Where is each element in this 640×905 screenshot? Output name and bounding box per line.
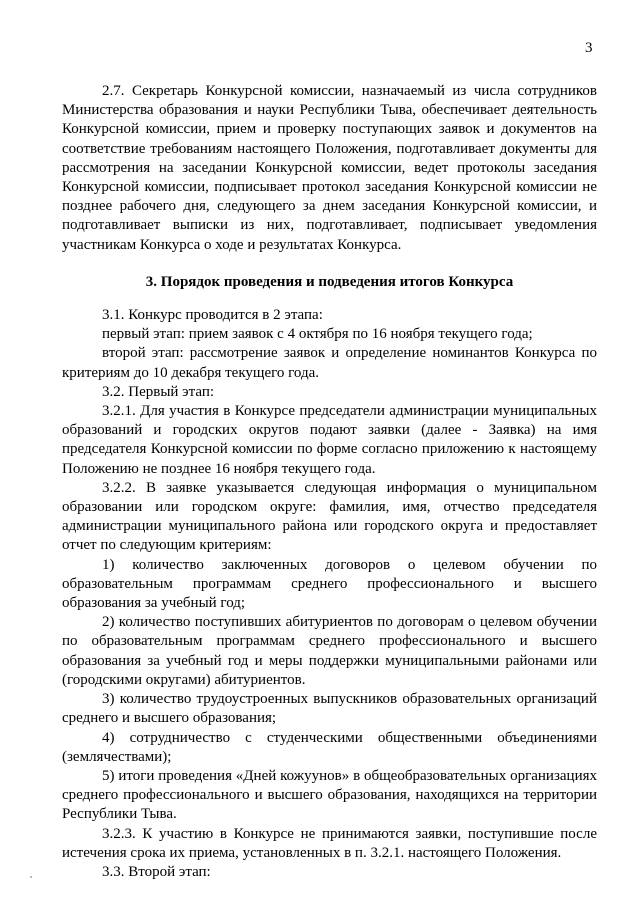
criterion-5: 5) итоги проведения «Дней кожуунов» в общеобразовательных организациях среднего профессионального и высшего образования, находящихся на территории Республики Тыва. <box>62 767 597 823</box>
scan-speck <box>30 876 32 878</box>
paragraph-3-2: 3.2. Первый этап: <box>102 383 215 400</box>
paragraph-3-2-2: 3.2.2. В заявке указывается следующая информация о муниципальном образовании или городском округе: фамилия, имя, отчество председателя администрации муниципального района или городского округа и предоставляет отчет по следующим критериям: <box>62 479 597 554</box>
paragraph-3-1: 3.1. Конкурс проводится в 2 этапа: <box>102 307 323 324</box>
document-body <box>62 82 597 882</box>
section-heading-3: 3. Порядок проведения и подведения итогов Конкурса <box>145 273 514 290</box>
paragraph-3-2-3: 3.2.3. К участию в Конкурсе не принимаются заявки, поступившие после истечения срока их приема, установленных в п. 3.2.1. настоящего Положения. <box>62 825 597 861</box>
paragraph-second-stage: второй этап: рассмотрение заявок и определение номинантов Конкурса по критериям до 10 декабря текущего года. <box>62 345 597 381</box>
paragraph-first-stage: первый этап: прием заявок с 4 октября по 16 ноября текущего года; <box>102 326 533 343</box>
paragraph-3-2-1: 3.2.1. Для участия в Конкурсе председатели администрации муниципальных образований и городских округов подают заявки (далее - Заявка) на имя председателя Конкурсной комиссии по форме согласно приложению к настоящему Положению не позднее 16 ноября текущего года. <box>62 403 597 477</box>
paragraph-2-7: 2.7. Секретарь Конкурсной комиссии, назначаемый из числа сотрудников Министерства образования и науки Республики Тыва, обеспечивает деятельность Конкурсной комиссии, прием и проверку поступающих заявок и документов на соответствие требованиям настоящего Положения, подготавливает документы для рассмотрения на заседании Конкурсной комиссии, ведет протоколы заседания Конкурсной комиссии, подписывает протокол заседания Конкурсной комиссии не позднее рабочего дня, следующего за днем заседания Конкурсной комиссии, и подготавливает выписки из них, подготавливает, подписывает уведомления участникам Конкурса о ходе и результатах Конкурса. <box>62 83 597 253</box>
criterion-1: 1) количество заключенных договоров о целевом обучении по образовательным программам среднего профессионального и высшего образования за учебный год; <box>62 556 597 612</box>
page-number: 3 <box>585 40 593 56</box>
criterion-2: 2) количество поступивших абитуриентов по договорам о целевом обучении по образовательным программам среднего профессионального и высшего образования за учебный год и меры поддержки муниципальными районами или (городскими округами) абитуриентов. <box>62 614 597 688</box>
paragraph-3-3: 3.3. Второй этап: <box>102 863 211 880</box>
criterion-3: 3) количество трудоустроенных выпускников образовательных организаций среднего и высшего образования; <box>62 691 597 727</box>
criterion-4: 4) сотрудничество с студенческими общественными объединениями (землячествами); <box>62 729 597 765</box>
